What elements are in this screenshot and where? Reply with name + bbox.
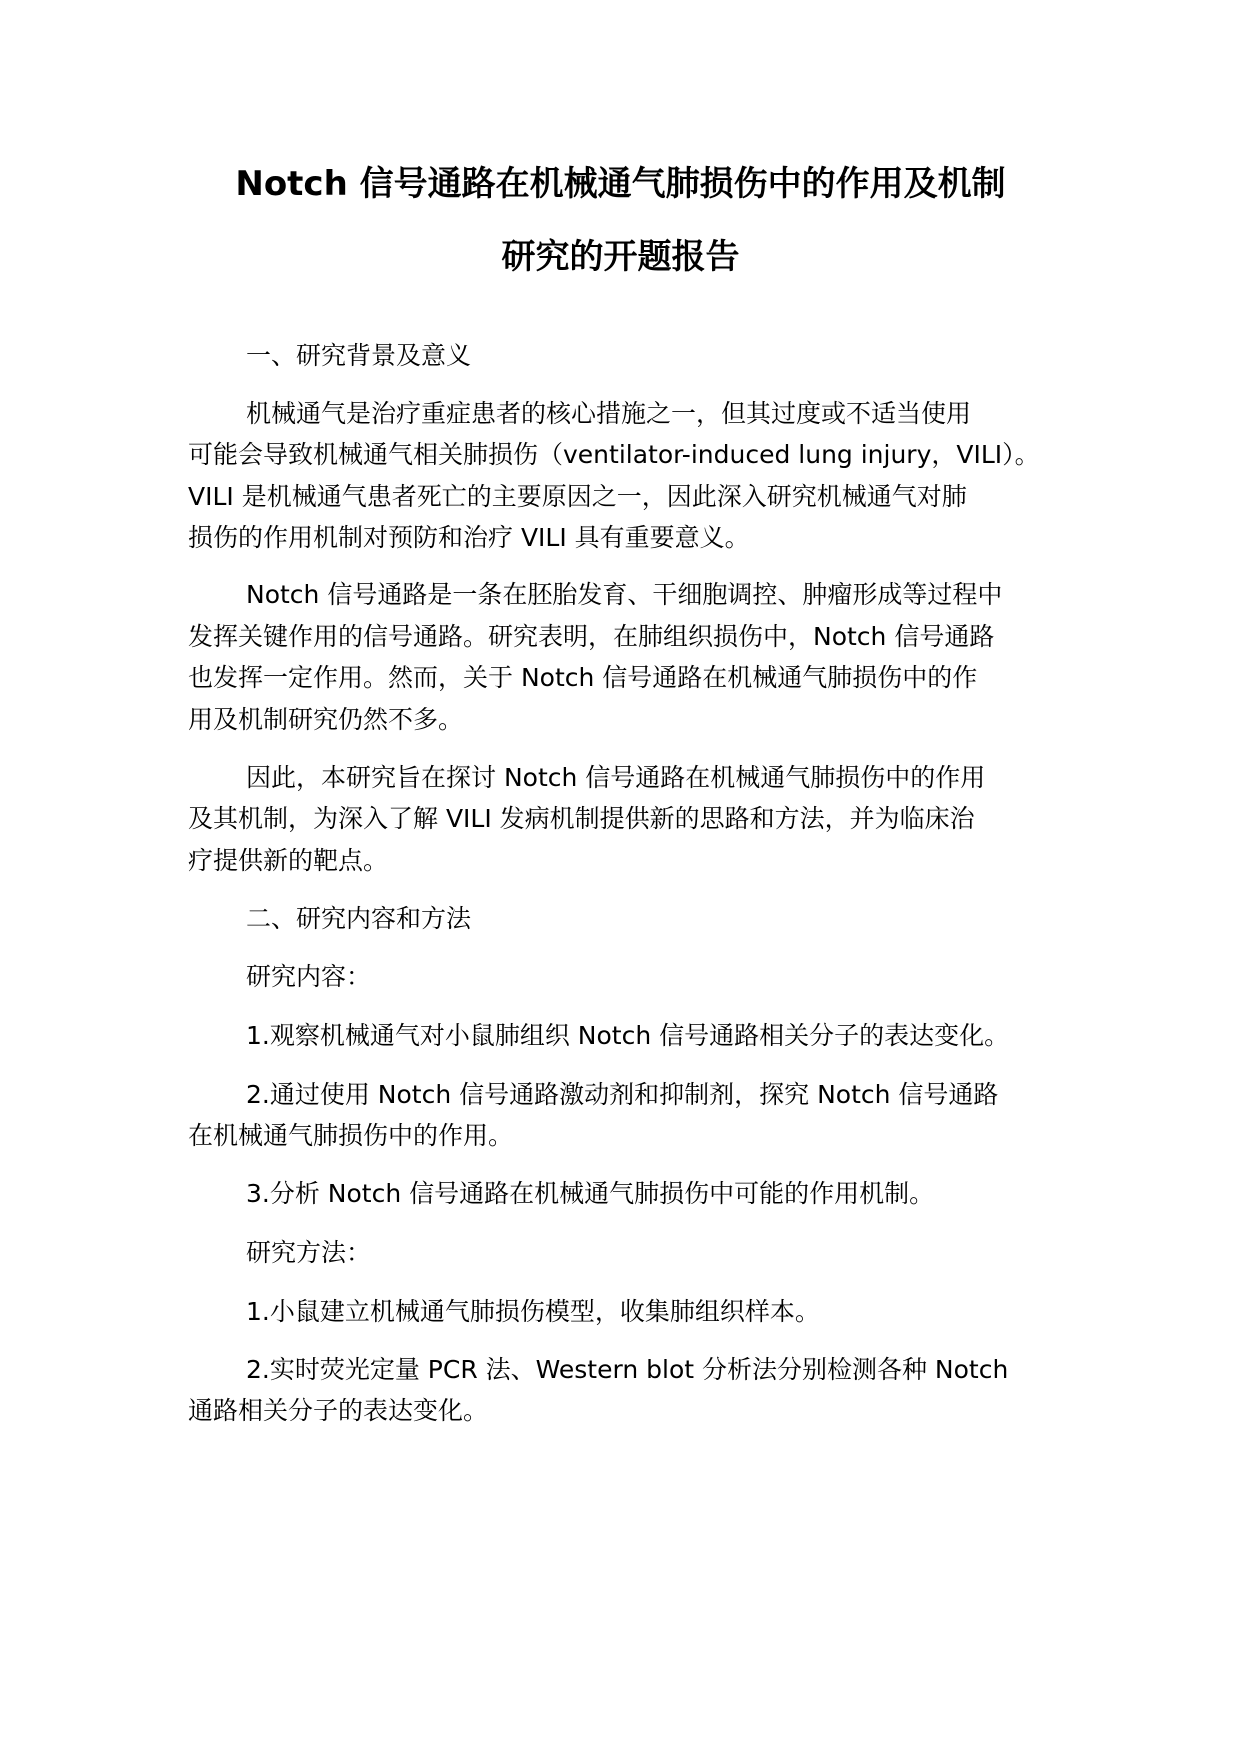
list-item: 2.实时荧光定量 PCR 法、Western blot 分析法分别检测各种 Notch bbox=[246, 1355, 1009, 1384]
paragraph-line: 机械通气是治疗重症患者的核心措施之一，但其过度或不适当使用 bbox=[246, 399, 972, 428]
paragraph-line: 也发挥一定作用。然而，关于 Notch 信号通路在机械通气肺损伤中的作 bbox=[188, 663, 978, 692]
list-item-continuation: 在机械通气肺损伤中的作用。 bbox=[188, 1121, 514, 1150]
section-heading-methods: 二、研究内容和方法 bbox=[246, 904, 472, 933]
list-item: 3.分析 Notch 信号通路在机械通气肺损伤中可能的作用机制。 bbox=[246, 1179, 935, 1208]
document-title-line-1: Notch 信号通路在机械通气肺损伤中的作用及机制 bbox=[235, 164, 1006, 204]
paragraph-line: VILI 是机械通气患者死亡的主要原因之一，因此深入研究机械通气对肺 bbox=[188, 482, 967, 511]
paragraph-line: Notch 信号通路是一条在胚胎发育、干细胞调控、肿瘤形成等过程中 bbox=[246, 580, 1003, 609]
paragraph-line: 发挥关键作用的信号通路。研究表明，在肺组织损伤中，Notch 信号通路 bbox=[188, 622, 995, 651]
list-item-continuation: 通路相关分子的表达变化。 bbox=[188, 1396, 489, 1425]
research-method-label: 研究方法： bbox=[246, 1238, 372, 1267]
list-item: 1.观察机械通气对小鼠肺组织 Notch 信号通路相关分子的表达变化。 bbox=[246, 1021, 1010, 1050]
research-content-label: 研究内容： bbox=[246, 962, 372, 991]
paragraph-line: 可能会导致机械通气相关肺损伤（ventilator-induced lung injury，VILI）。 bbox=[188, 440, 1040, 469]
paragraph-line: 及其机制，为深入了解 VILI 发病机制提供新的思路和方法，并为临床治 bbox=[188, 804, 975, 833]
paragraph-line: 疗提供新的靶点。 bbox=[188, 846, 389, 875]
section-heading-background: 一、研究背景及意义 bbox=[246, 341, 472, 370]
list-item: 2.通过使用 Notch 信号通路激动剂和抑制剂，探究 Notch 信号通路 bbox=[246, 1080, 999, 1109]
list-item: 1.小鼠建立机械通气肺损伤模型，收集肺组织样本。 bbox=[246, 1297, 820, 1326]
paragraph-line: 因此，本研究旨在探讨 Notch 信号通路在机械通气肺损伤中的作用 bbox=[246, 763, 986, 792]
paragraph-line: 损伤的作用机制对预防和治疗 VILI 具有重要意义。 bbox=[188, 523, 750, 552]
paragraph-line: 用及机制研究仍然不多。 bbox=[188, 705, 464, 734]
document-title-line-2: 研究的开题报告 bbox=[501, 237, 740, 277]
